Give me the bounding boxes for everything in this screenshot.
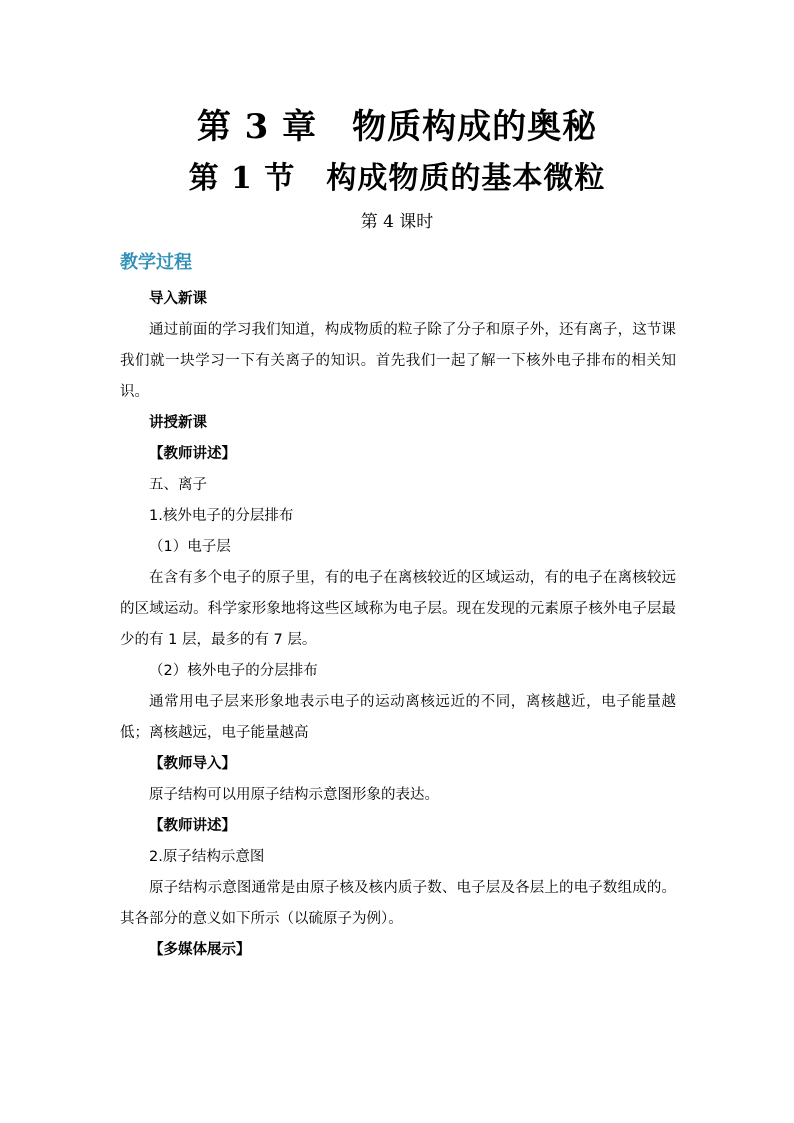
tag-multimedia: 【多媒体展示】 <box>149 942 251 958</box>
paragraph-electron-shell: 在含有多个电子的原子里，有的电子在离核较近的区域运动，有的电子在离核较远的区域运动。科学家形象地将这些区域称为电子层。现在发现的元素原子核外电子层最少的有 1 层，最多的有 7 层。 <box>120 570 676 648</box>
teaching-process-heading: 教学过程 <box>120 252 192 273</box>
item-electron-shell: （1）电子层 <box>149 539 231 555</box>
lesson-subtitle: 第 4 课时 <box>360 212 434 232</box>
subheading-new-lesson: 讲授新课 <box>149 415 207 431</box>
tag-teacher-intro: 【教师导入】 <box>149 756 236 772</box>
paragraph-diagram-parts: 原子结构示意图通常是由原子核及核内质子数、电子层及各层上的电子数组成的。其各部分的意义如下所示（以硫原子为例）。 <box>120 880 676 927</box>
section-title: 第 1 节 构成物质的基本微粒 <box>188 161 606 196</box>
item-shell-arrangement: （2）核外电子的分层排布 <box>149 663 318 679</box>
paragraph-structure-diagram: 原子结构可以用原子结构示意图形象的表达。 <box>149 787 439 803</box>
tag-teacher-narration-2: 【教师讲述】 <box>149 818 236 834</box>
paragraph-shell-energy: 通常用电子层来形象地表示电子的运动离核远近的不同，离核越近，电子能量越低；离核越远，电子能量越高 <box>120 694 676 741</box>
chapter-title: 第 3 章 物质构成的奥秘 <box>196 107 598 147</box>
document-body <box>120 284 676 966</box>
item-atomic-diagram: 2.原子结构示意图 <box>149 849 265 865</box>
paragraph-intro: 通过前面的学习我们知道，构成物质的粒子除了分子和原子外，还有离子，这节课我们就一块学习一下有关离子的知识。首先我们一起了解一下核外电子排布的相关知识。 <box>120 322 676 400</box>
subheading-intro: 导入新课 <box>149 291 207 307</box>
section-ions: 五、离子 <box>149 477 207 493</box>
item-electron-layering: 1.核外电子的分层排布 <box>149 508 294 524</box>
tag-teacher-narration: 【教师讲述】 <box>149 446 236 462</box>
